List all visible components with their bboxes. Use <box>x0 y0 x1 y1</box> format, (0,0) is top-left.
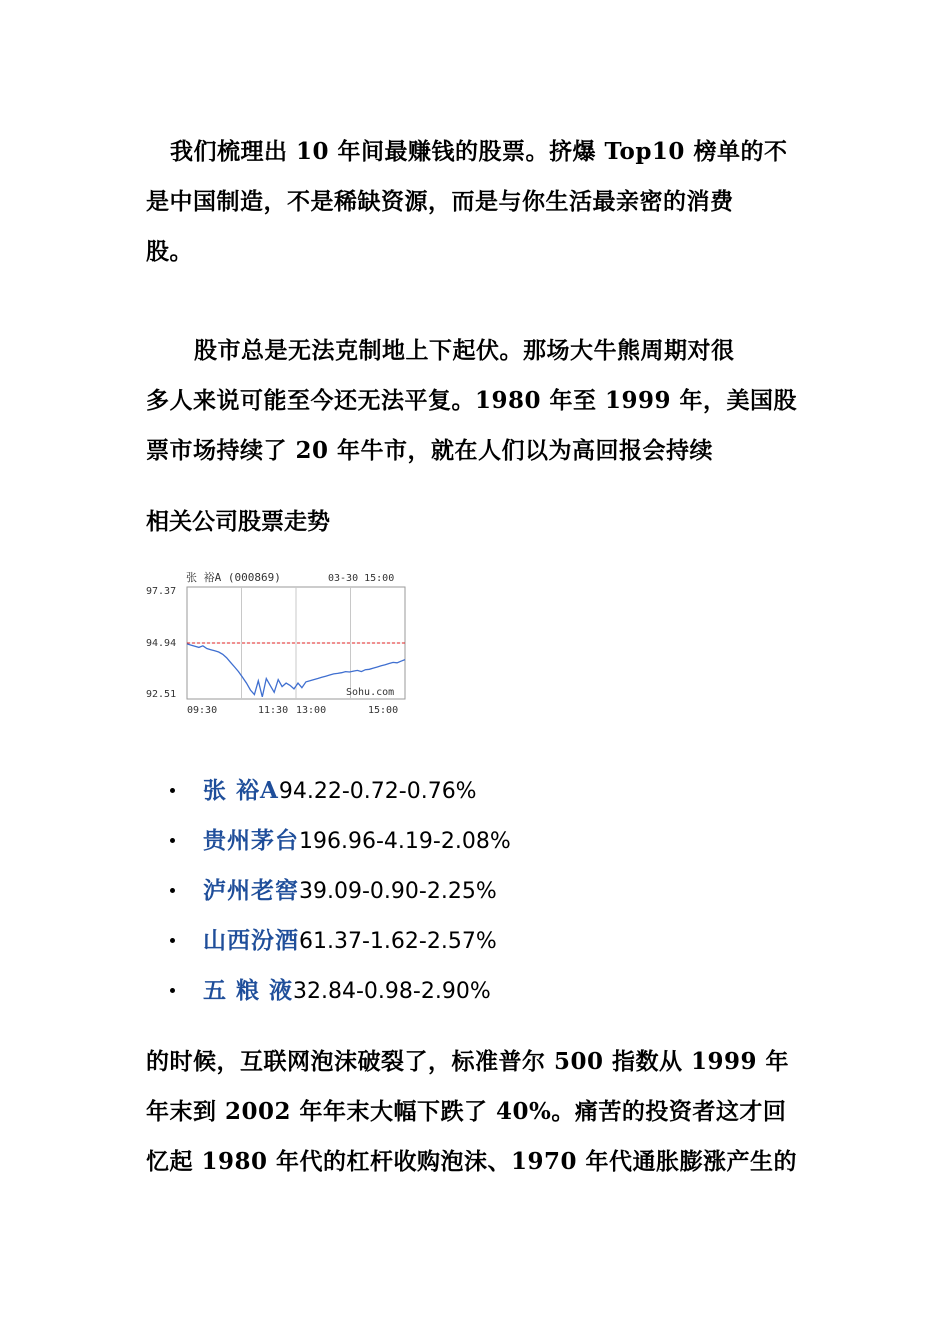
bullet-icon <box>170 838 175 843</box>
stock-link[interactable]: 五 粮 液 <box>203 977 294 1004</box>
bullet-icon <box>170 888 175 893</box>
stock-quote: 94.22-0.72-0.76% <box>278 779 477 804</box>
bullet-icon <box>170 938 175 943</box>
bullet-icon <box>170 988 175 993</box>
stock-quote: 32.84-0.98-2.90% <box>293 979 491 1004</box>
y-label-top: 97.37 <box>146 586 177 597</box>
text-line: 票市场持续了 20 年牛市，就在人们以为高回报会持续 <box>146 437 714 464</box>
stock-quote: 61.37-1.62-2.57% <box>299 929 497 954</box>
paragraph-market <box>146 326 816 476</box>
x-label-1130: 11:30 <box>258 705 289 716</box>
paragraph-intro <box>146 127 816 277</box>
text-line: 的时候，互联网泡沫破裂了，标准普尔 500 指数从 1999 年 <box>146 1048 790 1075</box>
chart-timestamp: 03-30 15:00 <box>328 573 395 584</box>
text-line: 股市总是无法克制地上下起伏。那场大牛熊周期对很 <box>194 337 735 364</box>
text-line: 年末到 2002 年年末大幅下跌了 40%。痛苦的投资者这才回 <box>146 1098 787 1125</box>
stock-link[interactable]: 泸州老窖 <box>203 877 299 904</box>
stock-link[interactable]: 张 裕A <box>203 777 279 804</box>
stock-chart[interactable] <box>146 567 412 719</box>
watermark: Sohu.com <box>346 687 395 698</box>
list-item <box>170 916 511 966</box>
list-item <box>170 816 511 866</box>
stock-chart-svg <box>146 567 412 719</box>
bullet-icon <box>170 788 175 793</box>
stock-link[interactable]: 山西汾酒 <box>203 927 299 954</box>
stock-quote: 196.96-4.19-2.08% <box>299 829 511 854</box>
stock-quote: 39.09-0.90-2.25% <box>299 879 497 904</box>
stock-list <box>170 766 511 1016</box>
text-line: 股。 <box>146 238 193 265</box>
y-label-bottom: 92.51 <box>146 689 177 700</box>
stock-link[interactable]: 贵州茅台 <box>203 827 299 854</box>
text-line: 是中国制造，不是稀缺资源，而是与你生活最亲密的消费 <box>146 188 734 215</box>
x-label-1500: 15:00 <box>368 705 399 716</box>
x-label-0930: 09:30 <box>187 705 218 716</box>
text-line: 多人来说可能至今还无法平复。1980 年至 1999 年，美国股 <box>146 387 798 414</box>
text-line: 忆起 1980 年代的杠杆收购泡沫、1970 年代通胀膨涨产生的 <box>146 1148 798 1175</box>
section-title: 相关公司股票走势 <box>146 508 330 535</box>
x-label-1300: 13:00 <box>296 705 327 716</box>
list-item <box>170 966 511 1016</box>
list-item <box>170 866 511 916</box>
chart-title: 张 裕A (000869) <box>186 571 281 584</box>
paragraph-bubble <box>146 1037 816 1187</box>
list-item <box>170 766 511 816</box>
y-label-mid: 94.94 <box>146 638 177 649</box>
text-line: 我们梳理出 10 年间最赚钱的股票。挤爆 Top10 榜单的不 <box>170 138 788 165</box>
